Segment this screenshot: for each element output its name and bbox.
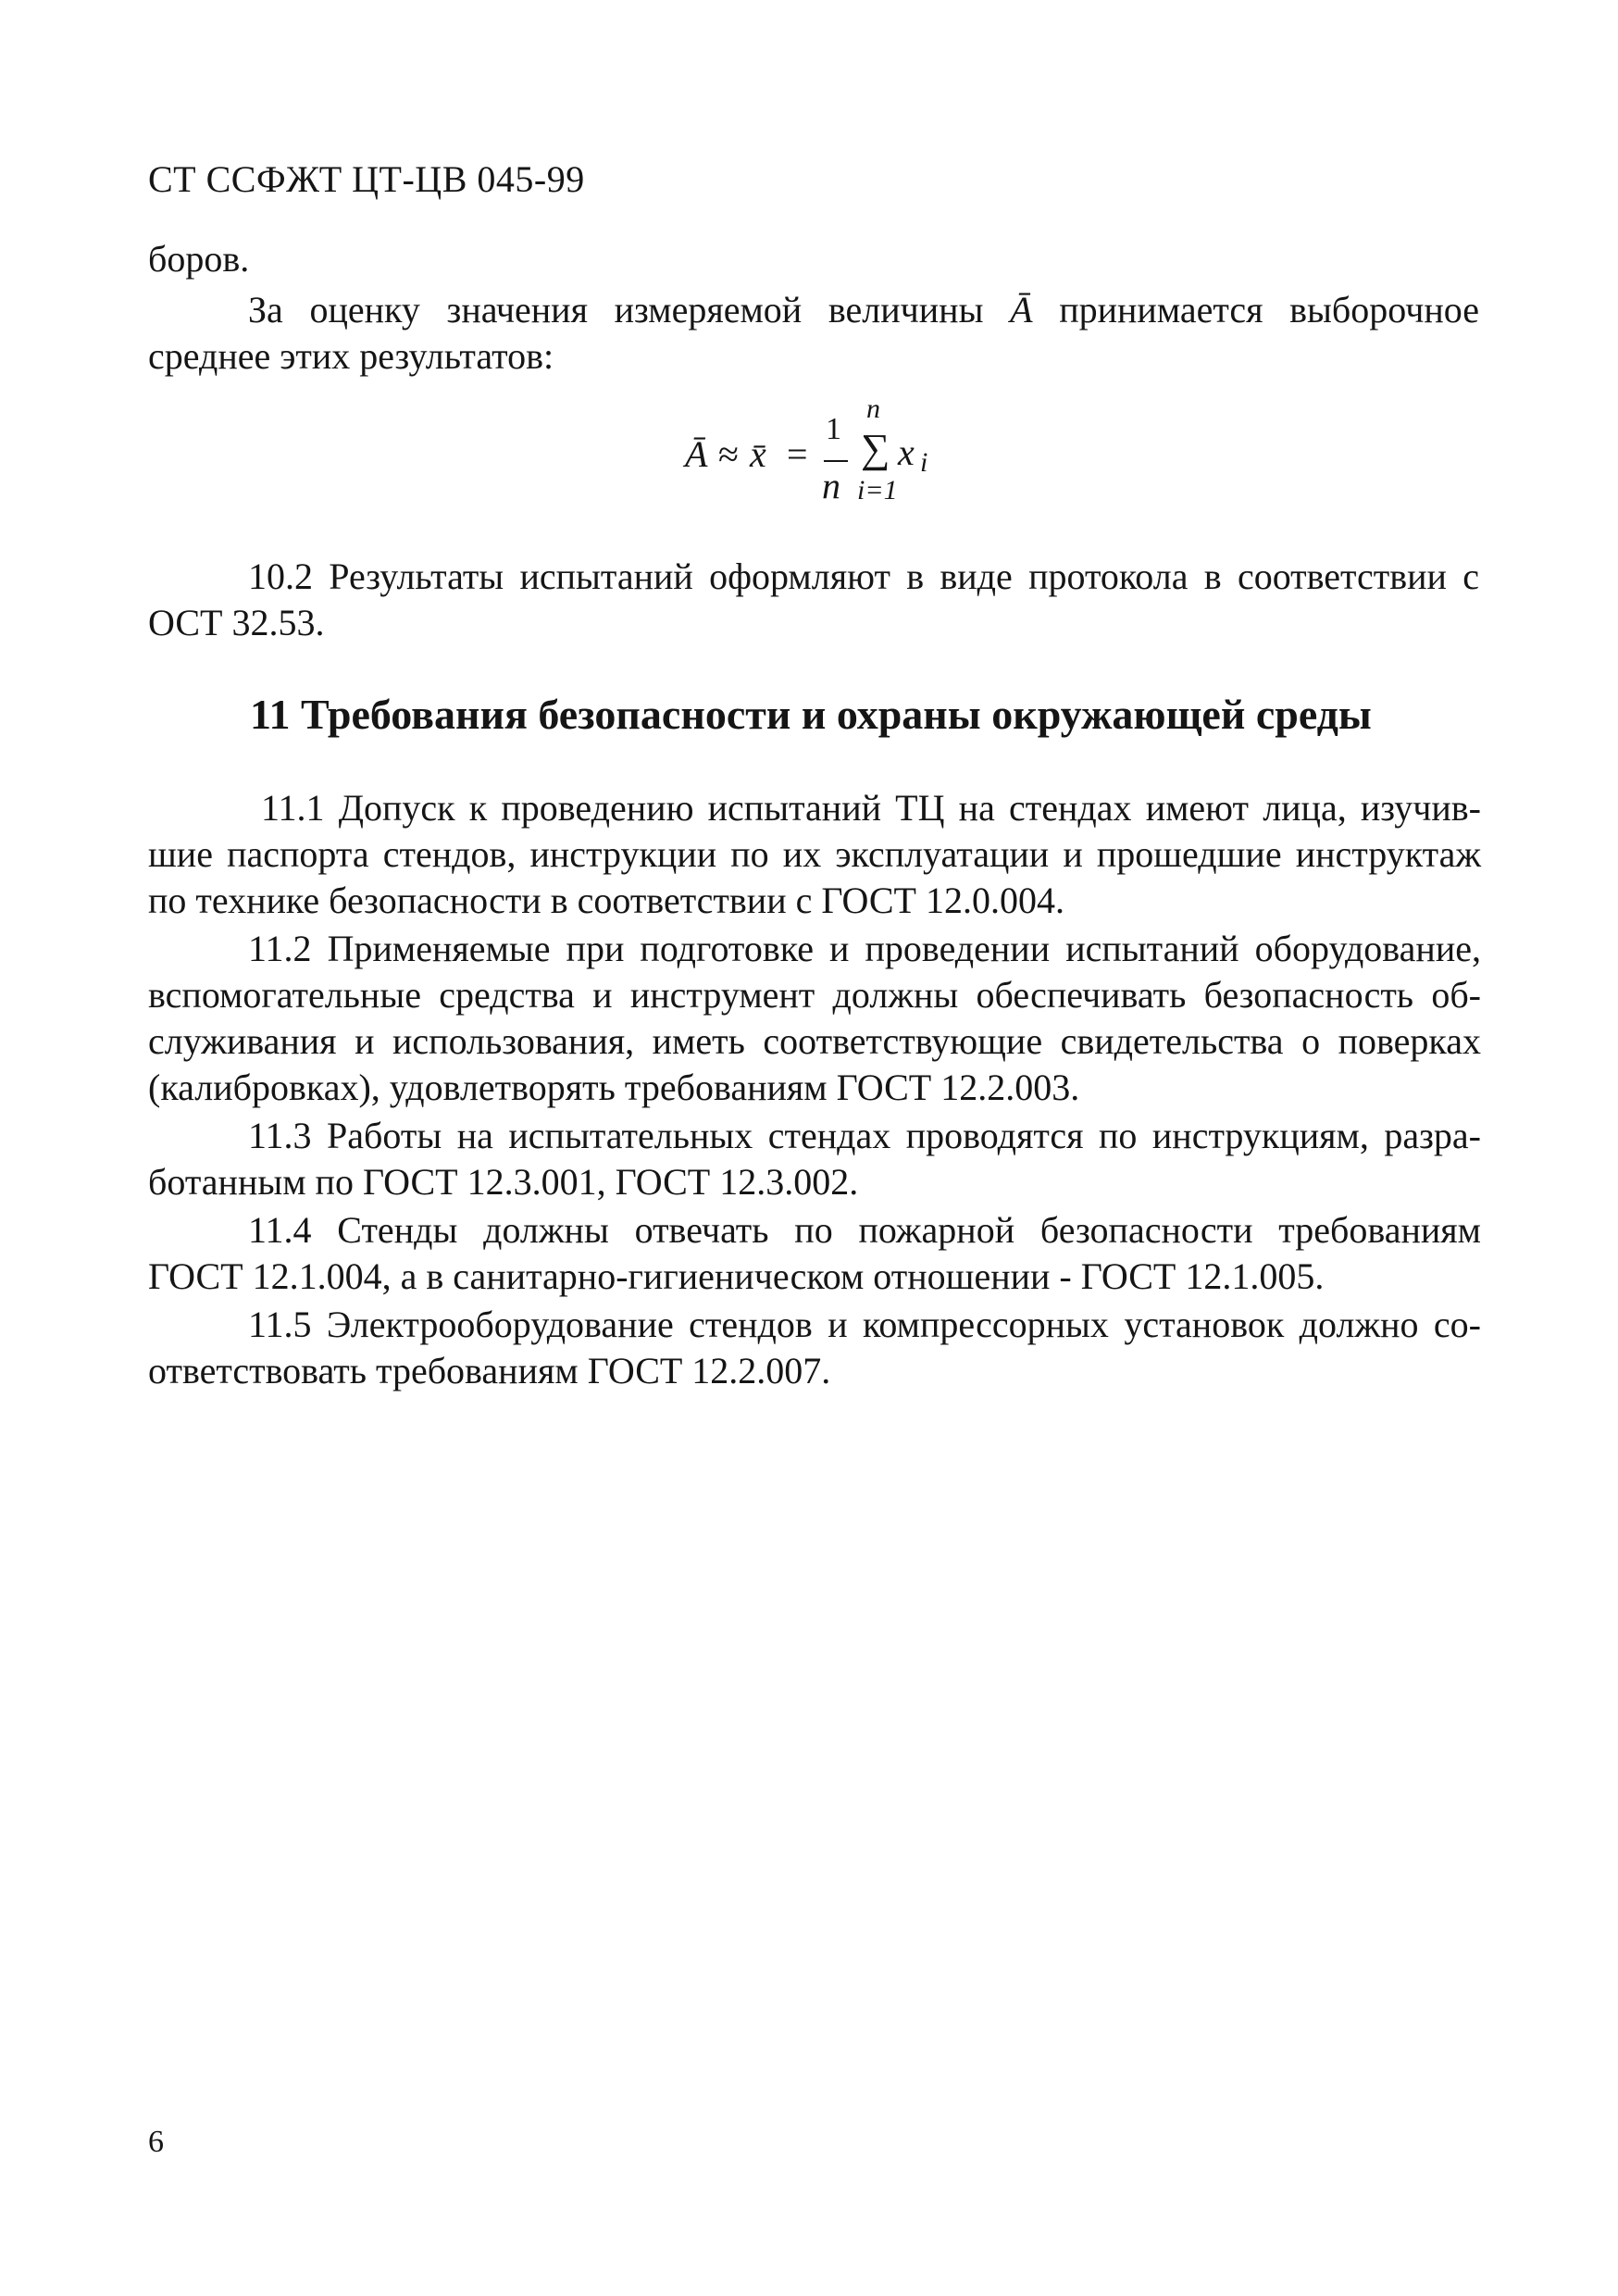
formula-numerator: 1: [826, 412, 841, 446]
sum-upper-limit: n: [866, 393, 880, 424]
intro-line-1-start: За оценку значения измеряемой величины: [248, 289, 984, 331]
formula-equals: =: [787, 433, 808, 475]
formula-xbar: x̄: [750, 433, 766, 475]
page-number: 6: [148, 2125, 164, 2159]
paragraph-11-4-line-2: ГОСТ 12.1.004, а в санитарно-гигиеническом отношении - ГОСТ 12.1.005.: [148, 1255, 1325, 1297]
paragraph-11-1-line-1: 11.1 Допуск к проведению испытаний ТЦ на стендах имеют лица, изучив-: [261, 787, 1481, 829]
paragraph-11-2-line-2: вспомогательные средства и инструмент должны обеспечивать безопасность об-: [148, 974, 1481, 1016]
paragraph-11-1-line-2: шие паспорта стендов, инструкции по их эксплуатации и прошедшие инструктаж: [148, 833, 1481, 875]
quantity-symbol: Ā: [1010, 289, 1033, 331]
formula-term-subscript: i: [920, 447, 928, 478]
paragraph-11-2-line-1: 11.2 Применяемые при подготовке и проведении испытаний оборудование,: [248, 928, 1481, 969]
formula-approx: ≈: [718, 433, 739, 475]
paragraph-11-2-line-3: служивания и использования, иметь соответствующие свидетельства о поверках: [148, 1020, 1481, 1062]
formula-term: x: [898, 431, 915, 473]
paragraph-10-2-line-1: 10.2 Результаты испытаний оформляют в виде протокола в соответствии с: [248, 555, 1479, 597]
paragraph-11-5-line-1: 11.5 Электрооборудование стендов и компрессорных установок должно со-: [248, 1304, 1481, 1345]
paragraph-11-3-line-1: 11.3 Работы на испытательных стендах проводятся по инструкциям, разра-: [248, 1115, 1481, 1156]
formula-denominator: n: [822, 465, 840, 506]
intro-line-1-end: принимается выборочное: [1059, 289, 1479, 331]
paragraph-11-4-line-1: 11.4 Стенды должны отвечать по пожарной безопасности требованиям: [248, 1209, 1481, 1251]
intro-line-1: [248, 287, 1479, 333]
paragraph-11-2-line-4: (калибровках), удовлетворять требованиям ГОСТ 12.2.003.: [148, 1067, 1080, 1108]
section-11-title: 11 Требования безопасности и охраны окружающей среды: [250, 691, 1372, 738]
intro-line-2: среднее этих результатов:: [148, 335, 554, 377]
paragraph-11-1-line-3: по технике безопасности в соответствии с ГОСТ 12.0.004.: [148, 880, 1064, 921]
formula-lhs: Ā: [685, 433, 708, 475]
continuation-text: боров.: [148, 238, 250, 280]
sample-mean-formula: [685, 393, 1000, 514]
document-code-header: СТ ССФЖТ ЦТ-ЦВ 045-99: [148, 158, 585, 200]
sum-sign: ∑: [861, 426, 890, 471]
paragraph-11-5-line-2: ответствовать требованиям ГОСТ 12.2.007.: [148, 1350, 831, 1391]
paragraph-10-2-line-2: ОСТ 32.53.: [148, 602, 325, 643]
sum-lower-limit: i=1: [857, 475, 898, 505]
fraction-bar: [824, 460, 848, 462]
paragraph-11-3-line-2: ботанным по ГОСТ 12.3.001, ГОСТ 12.3.002.: [148, 1161, 859, 1203]
